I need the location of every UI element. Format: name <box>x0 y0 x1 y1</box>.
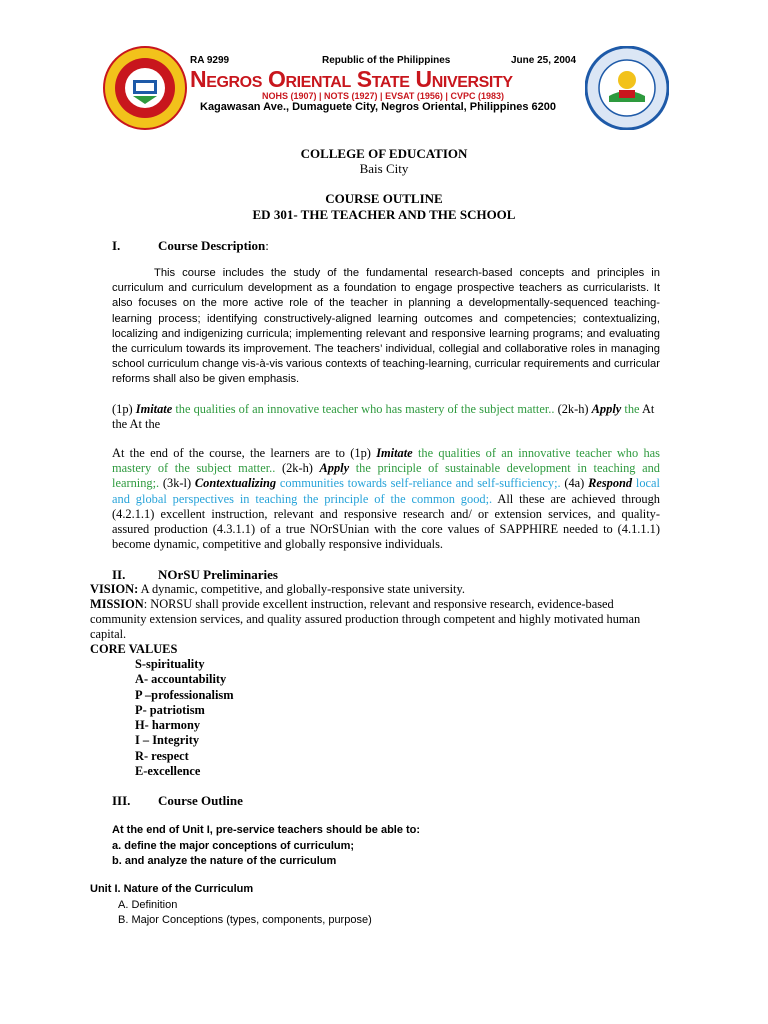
section-2-title: NOrSU Preliminaries <box>158 567 278 582</box>
university-name: Negros Oriental State University <box>190 66 513 92</box>
core-value-item: E-excellence <box>135 764 201 779</box>
charter-date: June 25, 2004 <box>511 55 577 66</box>
core-values-list <box>135 657 234 779</box>
unit-title: Unit I. Nature of the Curriculum <box>90 883 254 895</box>
university-address: Kagawasan Ave., Dumaguete City, Negros Oriental, Philippines 6200 <box>200 101 556 113</box>
college-title: COLLEGE OF EDUCATION <box>300 146 468 161</box>
ra-number: RA 9299 <box>190 55 230 66</box>
republic-label: Republic of the Philippines <box>322 55 451 66</box>
section-1-number: I. <box>112 238 121 253</box>
outcome-fragment: (1p) Imitate the qualities of an innovative teacher who has mastery of the subject matter.. (2k-h) Apply the At the At the <box>112 402 655 431</box>
core-value-item: A- accountability <box>135 672 227 687</box>
core-value-item: P- patriotism <box>135 702 205 717</box>
unit-objectives <box>112 823 420 870</box>
core-value-item: I – Integrity <box>135 733 200 748</box>
objectives-intro: At the end of Unit I, pre-service teachers should be able to: <box>112 824 421 836</box>
core-values-title: CORE VALUES <box>90 642 178 656</box>
unit-item: B. Major Conceptions (types, components, purpose) <box>118 914 372 926</box>
norsu-seal <box>103 46 187 130</box>
core-value-item: H- harmony <box>135 718 201 733</box>
course-outcomes: At the end of the course, the learners are to (1p) Imitate the qualities of an innovative teacher who has mastery of the subject matter.. (2k-h) Apply the principle of sustainable development in teaching and learning;. (3k-l) Contextualizing communities towards self-reliance and self-sufficiency;. (4a) Respond local and global perspectives in teaching the principle of the common good;. All these are achieved through (4.2.1.1) excellent instruction, relevant and responsive research and/ or extension services, and quality-assured production (4.3.1.1) of a true NOrSUnian with the core values of SAPPHIRE needed to (4.1.1.1) become dynamic, competitive and globally responsive individuals. <box>112 446 660 552</box>
course-description: This course includes the study of the fundamental research-based concepts and principles in curriculum and curriculum development as a foundation to engage prospective teachers as curricularists. It also focuses on the more active role of the teacher in planning a developmentally-sequenced teaching-learning process; identifying constructively-aligned learning outcomes and competencies; contextualizing, localizing and indigenizing curricula; implementing relevant and responsive learning programs; and evaluating the curriculum towards its improvement. The teachers’ individual, collegial and collaborative roles in managing school curriculum change vis-à-vis various contexts of teaching-learning, curricular requirements and curricular reforms shall also be given emphasis. <box>112 267 660 386</box>
campus-name: Bais City <box>359 161 409 176</box>
section-2-number: II. <box>112 567 126 582</box>
course-title: ED 301- THE TEACHER AND THE SCHOOL <box>252 207 516 222</box>
college-of-education-seal <box>585 46 669 130</box>
core-value-item: R- respect <box>135 748 189 763</box>
objective-item: a. define the major conceptions of curriculum; <box>112 839 355 852</box>
unit-1 <box>90 882 372 929</box>
vision-statement: VISION: A dynamic, competitive, and globally-responsive state university. <box>90 582 465 596</box>
section-3-number: III. <box>112 793 131 808</box>
mission-statement: MISSION: NORSU shall provide excellent instruction, relevant and responsive research, evidence-based community extension services, and quality assured production through competent and highly motivated human capital. <box>90 597 641 641</box>
objective-item: b. and analyze the nature of the curriculum <box>112 855 337 867</box>
section-1-title: Course Description: <box>158 238 269 253</box>
section-3-title: Course Outline <box>158 793 243 808</box>
university-history: NOHS (1907) | NOTS (1927) | EVSAT (1956) | CVPC (1983) <box>262 91 504 101</box>
course-outline-title: COURSE OUTLINE <box>325 191 443 206</box>
core-value-item: P –professionalism <box>135 687 234 702</box>
core-value-item: S-spirituality <box>135 657 205 671</box>
unit-item: A. Definition <box>118 898 178 911</box>
